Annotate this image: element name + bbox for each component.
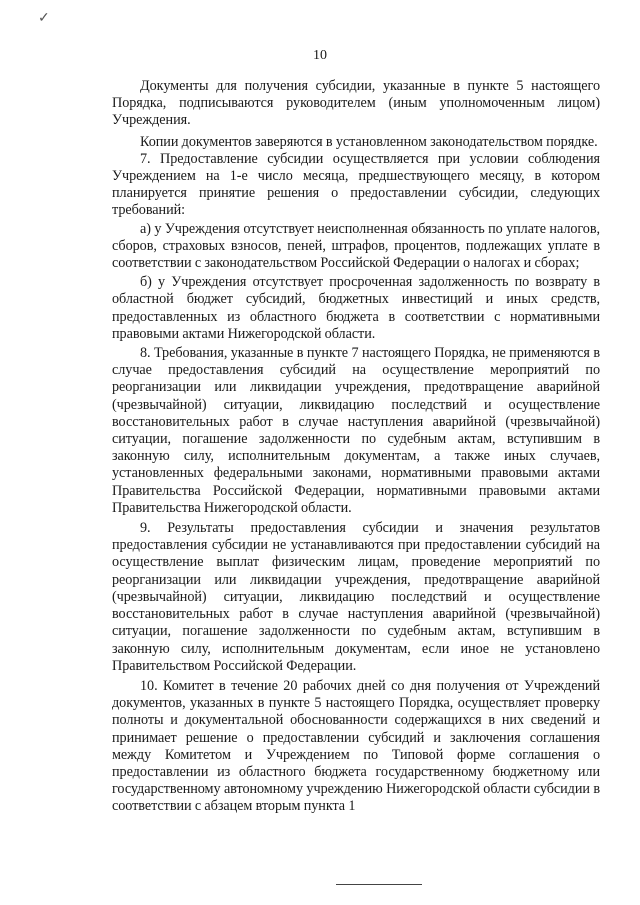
paragraph-item-7a: а) у Учреждения отсутствует неисполненная обязанность по уплате налогов, сборов, страховых взносов, пеней, штрафов, процентов, подлежащих уплате в соответствии с законодательством Российской Федерации о налогах и сборах; (112, 220, 600, 272)
paragraph-documents-signing: Документы для получения субсидии, указанные в пункте 5 настоящего Порядка, подписываются руководителем (иным уполномоченным лицом) Учреждения. (112, 78, 600, 129)
paragraph-item-7: 7. Предоставление субсидии осуществляется при условии соблюдения Учреждением на 1-е число месяца, предшествующего месяцу, в котором планируется принятие решения о предоставлении субсидии, следующих требований: (112, 150, 600, 219)
paragraph-item-8: 8. Требования, указанные в пункте 7 настоящего Порядка, не применяются в случае предоставления субсидий на осуществление мероприятий по реорганизации или ликвидации учреждения, предотвращение аварийной (чрезвычайной) ситуации, ликвидацию последствий и осуществление восстановительных работ в случае наступления аварийной (чрезвычайной) ситуации, погашение задолженности по судебным актам, вступившим в законную силу, исполнительным документам, а также иных случаев, установленных федеральными законами, нормативными правовыми актами Правительства Российской Федерации, нормативными правовыми актами Правительства Нижегородской области. (112, 345, 600, 516)
footer-divider (336, 884, 422, 885)
paragraph-item-9: 9. Результаты предоставления субсидии и значения результатов предоставления субсидии не устанавливаются при предоставлении субсидий на осуществление выплат физическим лицам, проведение мероприятий по реорганизации или ликвидации учреждения, предотвращение аварийной (чрезвычайной) ситуации, ликвидацию последствий и осуществление восстановительных работ в случае наступления аварийной (чрезвычайной) ситуации, погашение задолженности по судебным актам, вступившим в законную силу, исполнительным документам, если иное не установлено Правительством Российской Федерации. (112, 520, 600, 674)
document-body (112, 78, 600, 816)
paragraph-copies-certification: Копии документов заверяются в установленном законодательством порядке. (140, 133, 598, 150)
paragraph-item-10: 10. Комитет в течение 20 рабочих дней со дня получения от Учреждений документов, указанных в пункте 5 настоящего Порядка, осуществляет проверку полноты и документальной обоснованности содержащихся в них сведений и принимает решение о предоставлении субсидий и заключения соглашения между Комитетом и Учреждением по Типовой форме соглашения о предоставлении из областного бюджета государственному бюджетному или государственному автономному учреждению Нижегородской области субсидии в соответствии с абзацем вторым пункта 1 (112, 677, 600, 815)
paragraph-item-7b: б) у Учреждения отсутствует просроченная задолженность по возврату в областной бюджет субсидий, бюджетных инвестиций и иных средств, предоставленных из областного бюджета в соответствии с нормативными правовыми актами Нижегородской области. (112, 274, 600, 342)
handwritten-check-mark: ✓ (38, 11, 50, 26)
page-number: 10 (313, 48, 327, 63)
